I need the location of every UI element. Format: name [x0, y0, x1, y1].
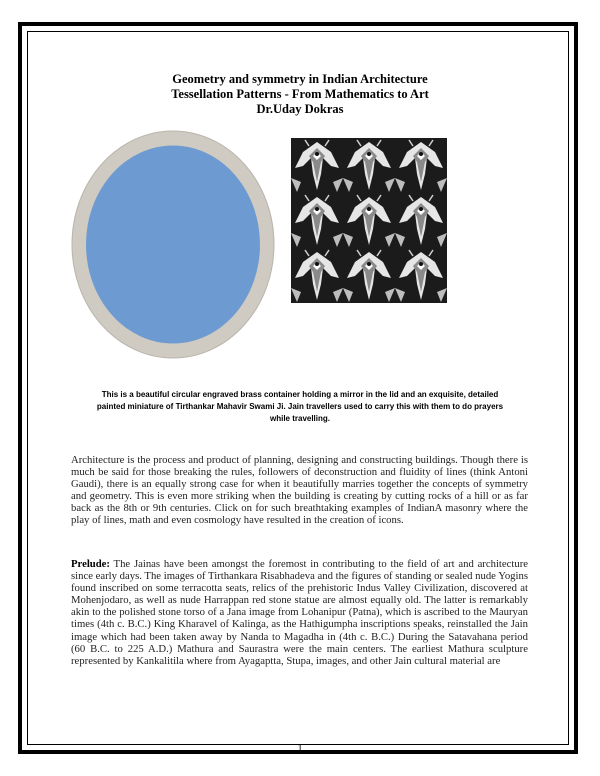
brass-container-image — [70, 129, 276, 360]
prelude-paragraph — [71, 558, 528, 667]
mirror-circle-graphic — [70, 129, 276, 360]
document-subtitle: Tessellation Patterns - From Mathematics to Art — [171, 87, 429, 101]
image-caption: This is a beautiful circular engraved brass container holding a mirror in the lid and an exquisite, detailed painted miniature of Tirthankar Mahavir Swami Ji. Jain travellers used to carry this with them to do prayers while travelling. — [96, 390, 504, 423]
prelude-text: The Jainas have been amongst the foremost in contributing to the field of art and architecture since early days. The images of Tirthankara Risabhadeva and the figures of standing or sealed nude Yogins found inscribed on some terracotta seats, relics of the prehistoric Indus Valley Civilization, discovered at Mohenjodaro, as well as nude Harrappan red stone statue are almost equally old. The latter is remarkably akin to the polished stone torso of a Jana image from Lohanipur (Patna), which is ascribed to the Mauryan times (4th c. B.C.) King Kharavel of Kalinga, as the Hathigumpha inscriptions speaks, reinstalled the Jain image which had been taken away by Nanda to Magadha in (4th c. B.C.) During the Satavahana period (60 B.C. to 225 A.D.) Mathura and Saurastra were the main centers. The earliest Mathura sculpture represented by Kankalitila where from Ayagaptta, Stupa, images, and other Jain cultural material are — [71, 558, 528, 667]
circle-mirror — [86, 146, 260, 344]
prelude-label: Prelude: — [71, 558, 110, 570]
document-title: Geometry and symmetry in Indian Architecture — [172, 72, 428, 86]
tessellation-tiles — [291, 138, 447, 303]
tessellation-graphic — [291, 138, 447, 303]
tessellation-pattern-image — [291, 138, 447, 303]
document-author: Dr.Uday Dokras — [256, 102, 344, 116]
intro-paragraph: Architecture is the process and product of planning, designing and constructing buildings. Though there is much be said for those breaking the rules, followers of deconstruction and fluidity of lines (think Antoni Gaudi), there is an equally strong case for when it beautifully marries together the concepts of symmetry and geometry. This is even more striking when the building is creating by cutting rocks of a hill or as far back as the 8th or 9th centuries. Click on for such breathtaking examples of IndianA masonry where the play of lines, math and even cosmology have resulted in the creation of icons. — [71, 454, 528, 527]
page-number: 1 — [297, 743, 303, 754]
